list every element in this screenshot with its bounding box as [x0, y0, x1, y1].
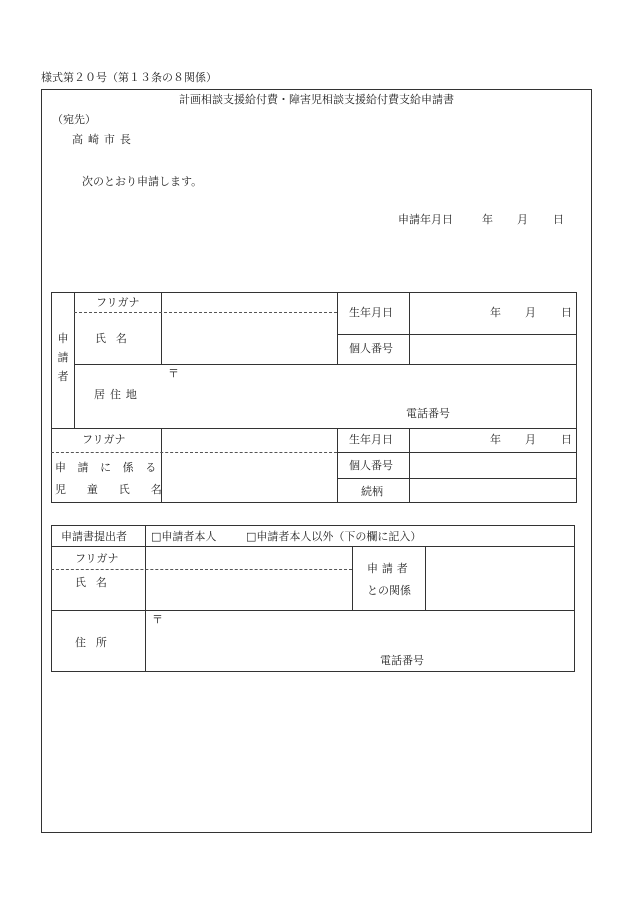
applicant-address-label: 居住地	[94, 388, 142, 401]
submitter-furigana-label: フリガナ	[75, 552, 119, 565]
applicant-postal-mark: 〒	[168, 367, 179, 380]
submitter-relation-label-1: 申請者	[367, 562, 412, 575]
application-date-year: 年	[482, 213, 493, 226]
child-furigana-label: フリガナ	[82, 433, 126, 446]
submitter-phone-label: 電話番号	[380, 654, 424, 667]
submitter-postal-mark: 〒	[152, 613, 163, 626]
applicant-birth-month: 月	[525, 306, 536, 319]
addressee: 高崎市長	[72, 133, 136, 146]
child-name-label-1: 申請に係る	[55, 461, 168, 474]
submitter-address-field[interactable]	[165, 612, 573, 650]
applicant-phone-label: 電話番号	[406, 407, 450, 420]
child-relation-field[interactable]	[411, 480, 575, 501]
addressee-label: （宛先）	[52, 113, 96, 126]
child-furigana-field[interactable]	[163, 430, 335, 450]
submitter-option-self[interactable]: □申請者本人	[151, 530, 217, 543]
applicant-birth-label: 生年月日	[349, 306, 393, 319]
child-relation-label: 続柄	[361, 485, 383, 498]
applicant-id-field[interactable]	[411, 336, 575, 362]
applicant-furigana-label: フリガナ	[96, 296, 140, 309]
submitter-label: 申請書提出者	[61, 530, 127, 543]
child-birth-month: 月	[525, 433, 536, 446]
applicant-address-field[interactable]	[180, 366, 575, 404]
form-number: 様式第２０号（第１３条の８関係）	[41, 71, 217, 84]
child-id-label: 個人番号	[349, 459, 393, 472]
intro-text: 次のとおり申請します。	[82, 175, 203, 188]
submitter-furigana-field[interactable]	[147, 548, 350, 567]
applicant-id-label: 個人番号	[349, 342, 393, 355]
submitter-relation-field[interactable]	[427, 548, 573, 608]
applicant-side-label: 申 請 者	[57, 332, 69, 383]
child-id-field[interactable]	[411, 454, 575, 476]
submitter-relation-label-2: との関係	[367, 584, 411, 597]
submitter-option-other[interactable]: □申請者本人以外（下の欄に記入）	[246, 530, 422, 543]
submitter-address-label: 住所	[75, 636, 117, 649]
applicant-birth-day: 日	[561, 306, 572, 319]
submitter-name-label: 氏名	[75, 576, 117, 589]
child-birth-day: 日	[561, 433, 572, 446]
application-date-label: 申請年月日	[398, 213, 453, 226]
child-birth-year: 年	[490, 433, 501, 446]
form-title: 計画相談支援給付費・障害児相談支援給付費支給申請書	[179, 93, 454, 106]
applicant-name-label: 氏名	[95, 332, 137, 345]
submitter-name-field[interactable]	[147, 571, 350, 608]
child-name-field[interactable]	[163, 454, 335, 501]
application-date-day: 日	[553, 213, 564, 226]
application-date-month: 月	[517, 213, 528, 226]
applicant-furigana-field[interactable]	[163, 294, 335, 310]
applicant-name-field[interactable]	[163, 314, 335, 362]
applicant-birth-year: 年	[490, 306, 501, 319]
child-name-label-2: 児童氏名	[55, 483, 183, 496]
child-birth-label: 生年月日	[349, 433, 393, 446]
